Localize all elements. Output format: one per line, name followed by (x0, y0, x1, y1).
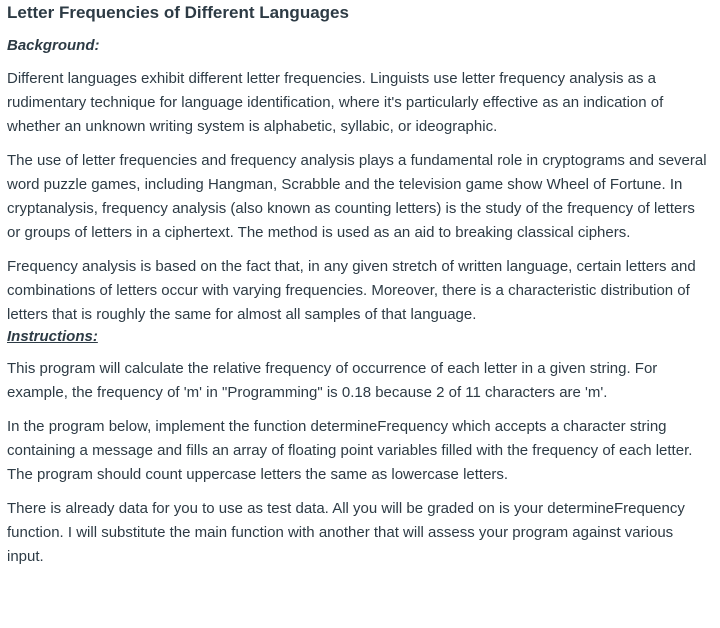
instructions-paragraph-2: In the program below, implement the function determineFrequency which accepts a character string containing a message and fills an array of floating point variables filled with the frequency of each letter. The program should count uppercase letters the same as lowercase letters. (7, 418, 693, 483)
background-paragraph-3: Frequency analysis is based on the fact that, in any given stretch of written language, certain letters and combinations of letters occur with varying frequencies. Moreover, there is a characteristic distribution of letters that is roughly the same for almost all samples of that language. (7, 258, 696, 323)
instructions-paragraph-3: There is already data for you to use as test data. All you will be graded on is your determineFrequency function. I will substitute the main function with another that will assess your program against various input. (7, 500, 685, 565)
background-paragraph-1: Different languages exhibit different letter frequencies. Linguists use letter frequency analysis as a rudimentary technique for language identification, where it's particularly effective as an indication of whether an unknown writing system is alphabetic, syllabic, or ideographic. (7, 70, 664, 135)
background-heading: Background: (7, 37, 100, 54)
background-paragraph-2: The use of letter frequencies and frequency analysis plays a fundamental role in cryptograms and several word puzzle games, including Hangman, Scrabble and the television game show Wheel of Fortune. In cryptanalysis, frequency analysis (also known as counting letters) is the study of the frequency of letters or groups of letters in a ciphertext. The method is used as an aid to breaking classical ciphers. (7, 152, 707, 241)
instructions-heading: Instructions: (7, 328, 98, 345)
instructions-paragraph-1: This program will calculate the relative frequency of occurrence of each letter in a given string. For example, the frequency of 'm' in "Programming" is 0.18 because 2 of 11 characters are 'm'. (7, 360, 658, 401)
page-title: Letter Frequencies of Different Languages (7, 3, 349, 22)
